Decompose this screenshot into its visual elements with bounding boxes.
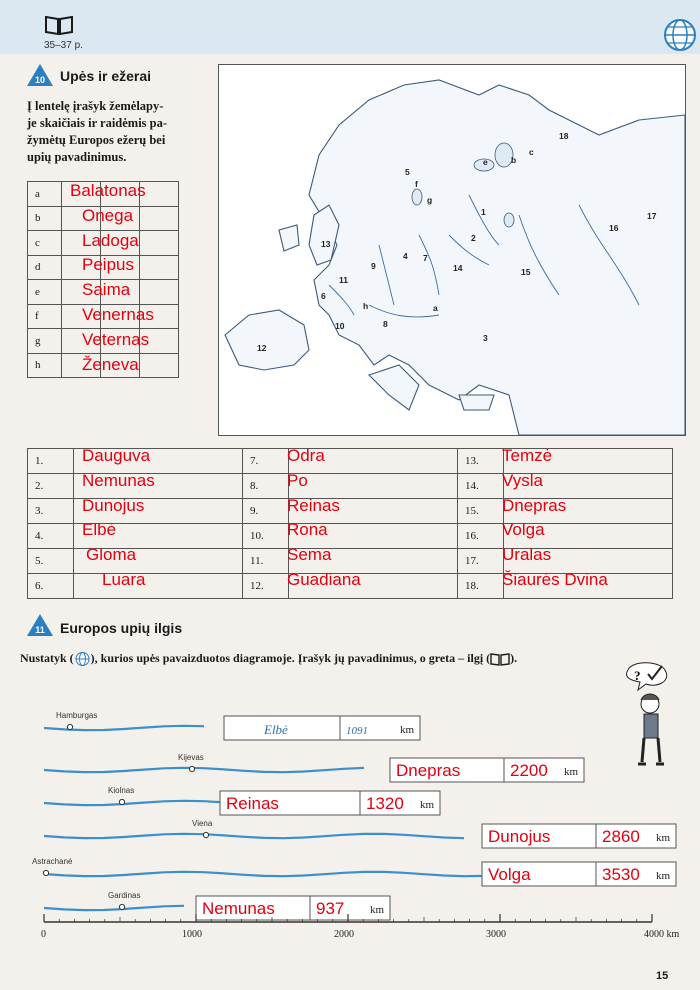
river-answer: Dauguva (82, 446, 151, 465)
river-number: 2. (28, 474, 74, 499)
unit-label: km (420, 799, 435, 811)
task10-number: 10 (34, 75, 45, 85)
river-length-value: 937 (316, 899, 345, 918)
task10-title: Upės ir ežerai (60, 68, 152, 84)
map-label: 13 (321, 239, 331, 249)
lake-letter: f (28, 304, 62, 329)
lake-answer: Peipus (82, 255, 134, 275)
unit-label: km (656, 832, 671, 844)
river-name: Reinas (226, 794, 279, 813)
river-number: 13. (458, 449, 504, 474)
axis-tick-label: 1000 (182, 929, 202, 940)
river-answer-cell[interactable] (74, 574, 243, 599)
river-answer: Elbė (82, 520, 117, 540)
river-number: 6. (28, 574, 74, 599)
globe-icon (663, 18, 697, 52)
city-dot (119, 904, 124, 909)
lake-answer-cell[interactable] (140, 353, 179, 378)
unit-label: km (370, 904, 385, 916)
river-number: 18. (458, 574, 504, 599)
river-length-value: 3530 (602, 865, 640, 884)
city-dot (203, 832, 208, 837)
axis-tick-label: 4000 km (644, 929, 680, 940)
river-name: Dunojus (488, 827, 551, 846)
lake-letter: b (28, 206, 62, 231)
header-band (0, 0, 700, 54)
lake-letter: c (28, 231, 62, 256)
river-name: Nemunas (202, 899, 275, 918)
map-label: 2 (471, 233, 476, 243)
river-number: 3. (28, 499, 74, 524)
axis-tick-label: 2000 (334, 929, 354, 940)
city-label: Astrachanė (32, 857, 73, 866)
river-number: 11. (243, 549, 289, 574)
book-icon (490, 652, 510, 666)
river-answer: Luara (102, 570, 146, 589)
lake-answer: Veternas (82, 329, 150, 349)
city-label: Gardinas (108, 891, 141, 900)
unit-label: km (400, 724, 415, 736)
river-number: 14. (458, 474, 504, 499)
river-number: 4. (28, 524, 74, 549)
river-line (44, 906, 184, 910)
river-length-value: 1091 (346, 725, 368, 737)
task10-instruction: Į lentelę įrašyk žemėlapy- je skaičiais ir raidėmis pa- žymėtų Europos ežerų bei upių pavadinimus. (27, 99, 168, 164)
map-label: 4 (403, 251, 408, 261)
map-label: h (363, 301, 369, 311)
europe-map (218, 64, 686, 436)
river-number: 10. (243, 524, 289, 549)
lake-answer: Ladoga (82, 230, 139, 250)
map-label: 16 (609, 223, 619, 233)
river-answer: Dnepras (502, 495, 567, 515)
river-answer: Dunojus (82, 495, 145, 515)
map-label: 17 (647, 211, 657, 221)
river-number: 12. (243, 574, 289, 599)
river-answer: Volga (502, 520, 545, 540)
city-label: Viena (192, 819, 213, 828)
lake-answer: Venernas (82, 305, 154, 324)
map-label: 1 (481, 207, 486, 217)
map-label: 11 (339, 275, 348, 285)
map-label: 15 (521, 267, 531, 277)
river-answer: Temzė (502, 446, 553, 465)
map-label: 10 (335, 321, 345, 331)
river-answer: Po (287, 470, 308, 490)
river-answer: Šiaurės Dvina (502, 570, 608, 589)
lake-answer-cell[interactable] (140, 206, 179, 231)
unit-label: km (564, 766, 579, 778)
city-label: Kijevas (178, 753, 204, 762)
river-number: 8. (243, 474, 289, 499)
lake-letter: d (28, 255, 62, 280)
lake-answer-cell[interactable] (140, 280, 179, 305)
unit-label: km (656, 870, 671, 882)
lake-letter: h (28, 353, 62, 378)
svg-text:?: ? (634, 668, 641, 683)
europe-map-outline (219, 65, 685, 435)
lake-answer: Onega (82, 205, 134, 225)
lake-letter: a (28, 182, 62, 207)
river-line (44, 834, 464, 838)
river-name: Elbė (264, 722, 288, 737)
city-label: Hamburgas (56, 711, 98, 720)
river-line (44, 768, 364, 772)
river-number: 9. (243, 499, 289, 524)
book-icon (44, 14, 74, 36)
map-label: e (483, 157, 488, 167)
river-answer: Vysla (502, 470, 543, 490)
answer-box (224, 716, 420, 740)
lake-letter: e (28, 280, 62, 305)
map-label: 7 (423, 253, 428, 263)
map-label: b (511, 155, 517, 165)
river-number: 17. (458, 549, 504, 574)
lake-answer: Ženeva (82, 354, 139, 374)
river-name: Volga (488, 865, 531, 884)
river-length-chart (0, 690, 700, 960)
lake-answer: Saima (82, 280, 131, 300)
map-label: 5 (405, 167, 410, 177)
city-dot (43, 870, 48, 875)
river-answer: Gloma (86, 545, 137, 565)
river-answer: Uralas (502, 545, 552, 565)
task11-instruction: Nustatyk ( ), kurios upės pavaizduotos diagramoje. Įrašyk jų pavadinimus, o greta – ilgį ( ). (20, 651, 518, 665)
task11-number: 11 (35, 625, 45, 635)
map-label: 6 (321, 291, 326, 301)
globe-icon (74, 652, 91, 666)
river-number: 1. (28, 449, 74, 474)
city-dot (189, 766, 194, 771)
lake-answer-cell[interactable] (140, 255, 179, 280)
river-number: 16. (458, 524, 504, 549)
map-label: 9 (371, 261, 376, 271)
map-label: 3 (483, 333, 488, 343)
axis-tick-label: 3000 (486, 929, 506, 940)
river-answer: Sema (287, 545, 332, 565)
city-dot (67, 724, 72, 729)
river-answer: Guadiana (287, 570, 361, 589)
page-reference: 35–37 p. (44, 40, 83, 51)
map-label: 14 (453, 263, 463, 273)
task11-title: Europos upių ilgis (60, 620, 183, 636)
river-answer: Rona (287, 520, 328, 540)
map-label: a (433, 303, 438, 313)
map-label: 12 (257, 343, 267, 353)
river-number: 15. (458, 499, 504, 524)
river-number: 5. (28, 549, 74, 574)
map-label: 18 (559, 131, 569, 141)
river-number: 7. (243, 449, 289, 474)
city-dot (119, 799, 124, 804)
page-number: 15 (656, 970, 669, 982)
map-label: c (529, 147, 534, 157)
river-answer: Odra (287, 446, 325, 465)
axis-tick-label: 0 (41, 929, 46, 940)
lake-letter: g (28, 329, 62, 354)
river-line (44, 801, 244, 805)
river-length-value: 2860 (602, 827, 640, 846)
river-answer: Reinas (287, 495, 340, 515)
lake-answer-cell[interactable] (140, 231, 179, 256)
river-length-value: 2200 (510, 761, 548, 780)
river-answer: Nemunas (82, 470, 155, 490)
map-label: g (427, 195, 433, 205)
river-name: Dnepras (396, 761, 461, 780)
map-label: f (415, 179, 418, 189)
city-label: Kiolnas (108, 786, 135, 795)
map-label: 8 (383, 319, 388, 329)
lake-answer: Balatonas (70, 181, 146, 200)
river-length-value: 1320 (366, 794, 404, 813)
